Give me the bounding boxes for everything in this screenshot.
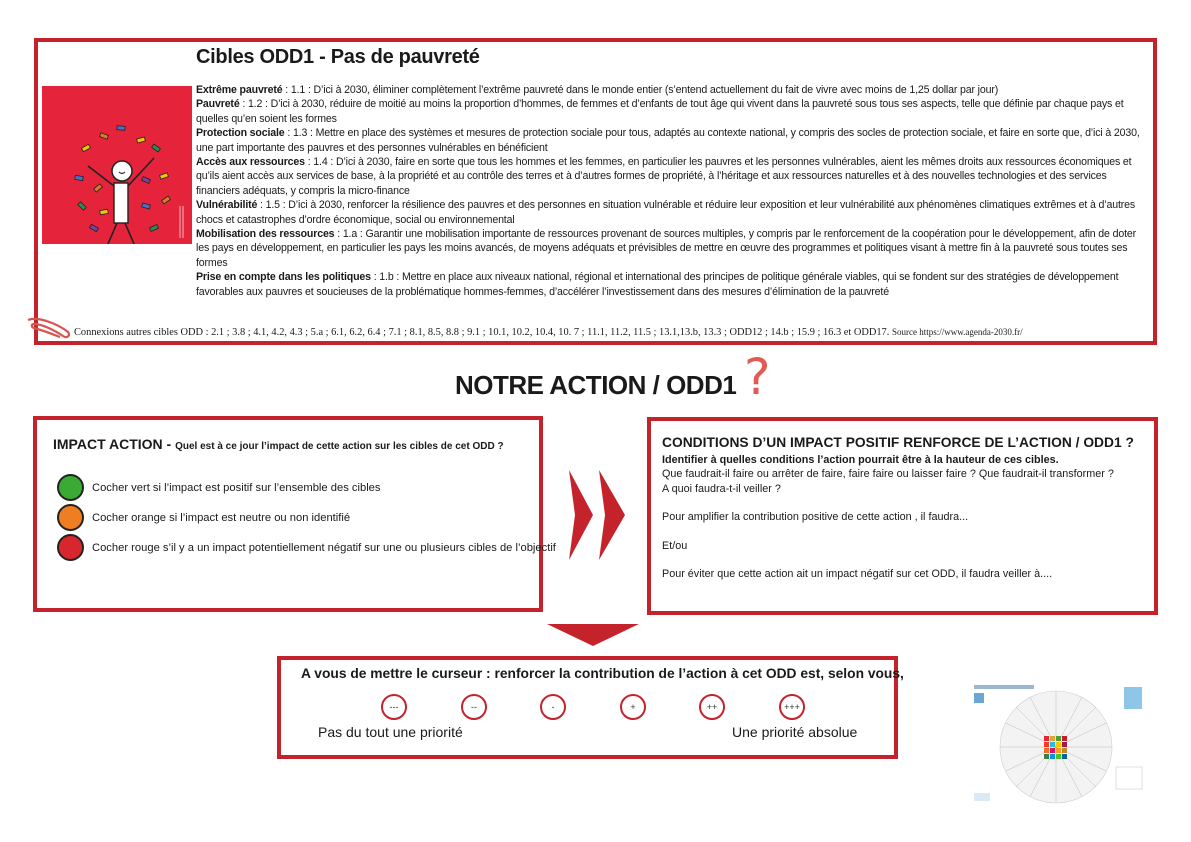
impact-subtitle: Quel est à ce jour l’impact de cette action sur les cibles de cet ODD ? <box>175 441 504 452</box>
sdg1-illustration <box>42 86 192 244</box>
scale-high-label: Une priorité absolue <box>732 724 858 740</box>
action-heading: NOTRE ACTION / ODD1 <box>455 370 737 400</box>
source-link[interactable]: Source https://www.agenda-2030.fr/ <box>891 327 1023 337</box>
green-checkbox[interactable] <box>57 474 84 501</box>
cursor-title: A vous de mettre le curseur : renforcer la contribution de l’action à cet ODD est, selon vous, <box>301 666 904 681</box>
target-item: Pauvreté : 1.2 : D’ici à 2030, réduire de moitié au moins la proportion d’hommes, de femmes et d’enfants de tout âge qui vivent dans la pauvreté sous tous ses aspects, telle que définie par chaque pays et quelles qu’en soient les formes <box>196 98 1124 125</box>
page-title: Cibles ODD1 - Pas de pauvreté <box>196 46 480 68</box>
targets-list <box>196 83 1141 299</box>
conditions-title: CONDITIONS D’UN IMPACT POSITIF RENFORCE DE L’ACTION / ODD1 ? <box>662 435 1134 450</box>
target-item: Prise en compte dans les politiques : 1.b : Mettre en place aux niveaux national, régional et international des principes de politique générale viables, qui se fondent sur des stratégies de développement favorables aux pauvres et soucieuses de la problématique hommes-femmes, d’accélérer l’investissement dans des mesures d’élimination de la pauvreté <box>196 271 1119 298</box>
question-mark-icon: ? <box>744 348 771 406</box>
conditions-text: Et/ou <box>662 539 688 552</box>
conditions-text: Pour amplifier la contribution positive de cette action , il faudra... <box>662 511 969 524</box>
sdg-poster-thumbnail <box>970 683 1150 808</box>
double-chevron-right-icon <box>565 470 629 560</box>
target-item: Accès aux ressources : 1.4 : D’ici à 2030, faire en sorte que tous les hommes et les femmes, en particulier les pauvres et les personnes vulnérables, aient les mêmes droits aux ressources économiques et qu’ils aient accès aux services de base, à la propriété et au contrôle des terres et à d’autres formes de propriété, à l’héritage et aux ressources naturelles et à des nouvelles technologies et des services financiers adéquats, y compris la micro-finance <box>196 156 1132 197</box>
sdg-targets-panel <box>34 38 1157 345</box>
scale-option[interactable]: - <box>540 694 566 720</box>
target-item: Protection sociale : 1.3 : Mettre en place des systèmes et mesures de protection sociale pour tous, adaptés au contexte national, y compris des socles de protection sociale, et faire en sorte que, d’ici à 2030, une part importante des pauvres et des personnes vulnérables en bénéficient <box>196 127 1140 154</box>
conditions-panel <box>647 417 1158 615</box>
conditions-intro: Identifier à quelles conditions l’action pourrait être à la hauteur de ces cibles. <box>662 454 1059 466</box>
conditions-text: Pour éviter que cette action ait un impact négatif sur cet ODD, il faudra veiller à.... <box>662 568 1053 581</box>
impact-panel <box>33 416 556 612</box>
target-item: Extrême pauvreté : 1.1 : D’ici à 2030, éliminer complètement l’extrême pauvreté dans le monde entier (s’entend actuellement du fait de vivre avec moins de 1,25 dollar par jour) <box>196 84 999 96</box>
down-triangle-icon <box>547 624 639 646</box>
scale-low-label: Pas du tout une priorité <box>318 724 463 740</box>
impact-option-label: Cocher rouge s’il y a un impact potentiellement négatif sur une ou plusieurs cibles de l’objectif <box>92 541 556 554</box>
orange-checkbox[interactable] <box>57 504 84 531</box>
stick-figure-icon <box>42 86 192 244</box>
connections-line: Connexions autres cibles ODD : 2.1 ; 3.8 ; 4.1, 4.2, 4.3 ; 5.a ; 6.1, 6.2, 6.4 ; 7.1 ; 8.1, 8.5, 8.8 ; 9.1 ; 10.1, 10.2, 10.4, 10. 7 ; 11.1, 11.2, 11.5 ; 13.1,13.b, 13.3 ; ODD12 ; 14.b ; 15.9 ; 16.3 et ODD17. Source https://www.agenda-2030.fr/ <box>74 327 1023 338</box>
target-item: Mobilisation des ressources : 1.a : Garantir une mobilisation importante de ressources provenant de sources multiples, y compris par le renforcement de la coopération pour le développement, afin de doter les pays en développement, en particulier les pays les moins avancés, de moyens adéquats et prévisibles de mettre en œuvre des programmes et politiques visant à mettre fin à la pauvreté sous toutes ses formes <box>196 228 1136 269</box>
scale-option[interactable]: +++ <box>779 694 805 720</box>
impact-option-label: Cocher vert si l’impact est positif sur l’ensemble des cibles <box>92 481 381 494</box>
impact-option-green[interactable] <box>57 474 381 501</box>
scale-option[interactable]: + <box>620 694 646 720</box>
impact-title: IMPACT ACTION - Quel est à ce jour l’impact de cette action sur les cibles de cet ODD ? <box>53 436 504 452</box>
target-item: Vulnérabilité : 1.5 : D’ici à 2030, renforcer la résilience des pauvres et des personnes en situation vulnérable et réduire leur exposition et leur vulnérabilité aux phénomènes climatiques extrêmes et à d’autres chocs et catastrophes d’ordre économique, social ou environnemental <box>196 199 1135 226</box>
impact-option-red[interactable] <box>57 534 556 561</box>
priority-cursor-panel <box>277 656 904 759</box>
impact-option-orange[interactable] <box>57 504 350 531</box>
scale-option[interactable]: -- <box>461 694 487 720</box>
conditions-text: A quoi faudra-t-il veiller ? <box>662 482 781 495</box>
scale-option[interactable]: --- <box>381 694 407 720</box>
red-checkbox[interactable] <box>57 534 84 561</box>
impact-option-label: Cocher orange si l’impact est neutre ou non identifié <box>92 511 351 524</box>
paperclip-icon <box>24 312 72 340</box>
conditions-body <box>662 453 1152 581</box>
conditions-text: Que faudrait-il faire ou arrêter de faire, faire faire ou laisser faire ? Que faudrait-il transformer ? <box>662 468 1114 481</box>
scale-option[interactable]: ++ <box>699 694 725 720</box>
